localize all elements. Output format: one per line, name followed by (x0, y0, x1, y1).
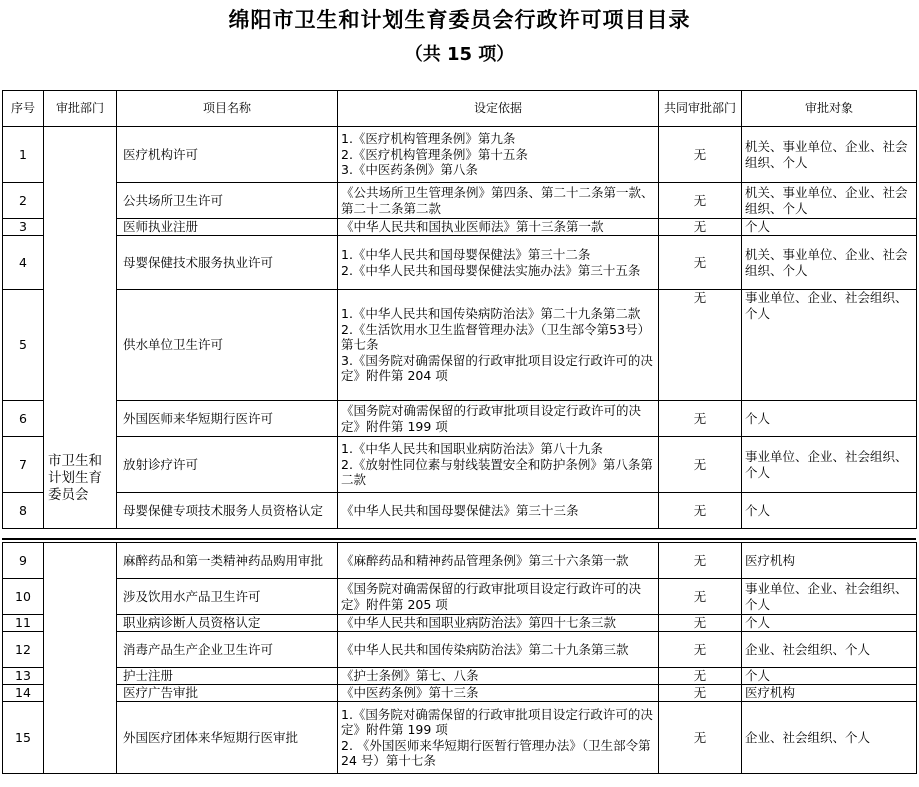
row-basis (338, 290, 659, 401)
basis-line: 3.《中医药条例》第八条 (341, 162, 478, 178)
table-row (3, 543, 917, 579)
row-target: 个人 (742, 401, 917, 437)
row-target: 个人 (742, 493, 917, 529)
row-joint: 无 (659, 668, 742, 685)
row-joint: 无 (659, 615, 742, 632)
row-no: 13 (3, 668, 44, 685)
header-seq: 序号 (3, 91, 44, 127)
page-title: 绵阳市卫生和计划生育委员会行政许可项目目录 (228, 8, 691, 32)
permit-table-part1 (2, 90, 917, 529)
table-row (3, 632, 917, 668)
section-divider (2, 538, 916, 540)
table-header-row (3, 91, 917, 127)
row-joint: 无 (659, 127, 742, 183)
row-joint: 无 (659, 290, 742, 401)
table-row (3, 290, 917, 401)
row-no: 12 (3, 632, 44, 668)
row-basis (338, 183, 659, 219)
row-no: 15 (3, 702, 44, 774)
row-target: 企业、社会组织、个人 (742, 702, 917, 774)
row-basis (338, 219, 659, 236)
row-name: 医师执业注册 (117, 219, 338, 236)
row-basis (338, 236, 659, 290)
row-joint: 无 (659, 543, 742, 579)
table-row (3, 183, 917, 219)
basis-line: 《护士条例》第七、八条 (341, 668, 479, 684)
table-row (3, 219, 917, 236)
row-target: 机关、事业单位、企业、社会组织、个人 (742, 183, 917, 219)
basis-line: 《中华人民共和国职业病防治法》第四十七条三款 (341, 615, 617, 631)
row-name: 母婴保健专项技术服务人员资格认定 (117, 493, 338, 529)
row-no: 8 (3, 493, 44, 529)
row-target: 个人 (742, 615, 917, 632)
row-target: 医疗机构 (742, 543, 917, 579)
row-basis (338, 127, 659, 183)
row-no: 7 (3, 437, 44, 493)
basis-line: 2.《放射性同位素与射线装置安全和防护条例》第八条第二款 (341, 456, 653, 488)
row-basis (338, 632, 659, 668)
row-basis (338, 401, 659, 437)
row-target: 事业单位、企业、社会组织、个人 (742, 579, 917, 615)
row-joint: 无 (659, 219, 742, 236)
row-basis (338, 437, 659, 493)
row-joint: 无 (659, 632, 742, 668)
row-no: 4 (3, 236, 44, 290)
row-joint: 无 (659, 493, 742, 529)
row-basis (338, 668, 659, 685)
basis-line: 《国务院对确需保留的行政审批项目设定行政许可的决定》附件第 199 项 (341, 403, 642, 434)
row-no: 11 (3, 615, 44, 632)
row-name: 护士注册 (117, 668, 338, 685)
row-no: 6 (3, 401, 44, 437)
department-cell-continued (44, 543, 117, 774)
basis-line: 《中华人民共和国执业医师法》第十三条第一款 (341, 219, 604, 235)
row-target: 个人 (742, 668, 917, 685)
basis-line: 《公共场所卫生管理条例》第四条、第二十二条第一款、第二十二条第二款 (341, 185, 654, 216)
row-joint: 无 (659, 702, 742, 774)
row-name: 外国医师来华短期行医许可 (117, 401, 338, 437)
basis-line: 1.《医疗机构管理条例》第九条 (341, 131, 516, 147)
row-name: 外国医疗团体来华短期行医审批 (117, 702, 338, 774)
basis-line: 2.《中华人民共和国母婴保健法实施办法》第三十五条 (341, 262, 641, 278)
header-name: 项目名称 (117, 91, 338, 127)
row-basis (338, 493, 659, 529)
basis-line: 《国务院对确需保留的行政审批项目设定行政许可的决定》附件第 205 项 (341, 581, 642, 612)
header-basis: 设定依据 (338, 91, 659, 127)
row-target: 个人 (742, 219, 917, 236)
table-row (3, 493, 917, 529)
table-row (3, 127, 917, 183)
row-joint: 无 (659, 236, 742, 290)
row-no: 5 (3, 290, 44, 401)
basis-line: 1.《中华人民共和国传染病防治法》第二十九条第二款 (341, 306, 641, 322)
basis-line: 《麻醉药品和精神药品管理条例》第三十六条第一款 (341, 552, 629, 568)
row-name: 公共场所卫生许可 (117, 183, 338, 219)
row-target: 机关、事业单位、企业、社会组织、个人 (742, 127, 917, 183)
row-no: 2 (3, 183, 44, 219)
row-target: 机关、事业单位、企业、社会组织、个人 (742, 236, 917, 290)
row-joint: 无 (659, 437, 742, 493)
table-row (3, 702, 917, 774)
header-target: 审批对象 (742, 91, 917, 127)
basis-line: 3.《国务院对确需保留的行政审批项目设定行政许可的决定》附件第 204 项 (341, 352, 653, 384)
row-name: 涉及饮用水产品卫生许可 (117, 579, 338, 615)
department-cell: 市卫生和计划生育委员会 (44, 127, 117, 529)
table-row (3, 236, 917, 290)
row-basis (338, 615, 659, 632)
header-joint: 共同审批部门 (659, 91, 742, 127)
row-name: 医疗广告审批 (117, 685, 338, 702)
header-dept: 审批部门 (44, 91, 117, 127)
row-no: 9 (3, 543, 44, 579)
row-name: 放射诊疗许可 (117, 437, 338, 493)
basis-line: 1.《中华人民共和国职业病防治法》第八十九条 (341, 441, 603, 457)
row-name: 消毒产品生产企业卫生许可 (117, 632, 338, 668)
table-row (3, 615, 917, 632)
row-no: 1 (3, 127, 44, 183)
basis-line: 2. 《外国医师来华短期行医暂行管理办法》（卫生部令第 24 号）第十七条 (341, 737, 651, 768)
basis-line: 1.《中华人民共和国母婴保健法》第三十二条 (341, 247, 591, 262)
basis-line: 《中医药条例》第十三条 (341, 685, 479, 701)
table-row (3, 401, 917, 437)
row-target: 事业单位、企业、社会组织、个人 (742, 437, 917, 493)
basis-line: 2.《生活饮用水卫生监督管理办法》（卫生部令第53号）第七条 (341, 321, 651, 353)
table-row (3, 668, 917, 685)
row-basis (338, 543, 659, 579)
row-joint: 无 (659, 183, 742, 219)
basis-line: 《中华人民共和国传染病防治法》第二十九条第三款 (341, 641, 629, 657)
basis-line: 2.《医疗机构管理条例》第十五条 (341, 146, 528, 162)
row-name: 供水单位卫生许可 (117, 290, 338, 401)
row-joint: 无 (659, 401, 742, 437)
row-name: 职业病诊断人员资格认定 (117, 615, 338, 632)
row-name: 麻醉药品和第一类精神药品购用审批 (117, 543, 338, 579)
row-joint: 无 (659, 685, 742, 702)
row-name: 医疗机构许可 (117, 127, 338, 183)
basis-line: 1.《国务院对确需保留的行政审批项目设定行政许可的决定》附件第 199 项 (341, 706, 653, 737)
row-no: 14 (3, 685, 44, 702)
row-name: 母婴保健技术服务执业许可 (117, 236, 338, 290)
row-basis (338, 579, 659, 615)
row-target: 医疗机构 (742, 685, 917, 702)
permit-table-part2 (2, 542, 917, 774)
row-target: 事业单位、企业、社会组织、个人 (742, 290, 917, 401)
table-row (3, 579, 917, 615)
row-no: 10 (3, 579, 44, 615)
row-joint: 无 (659, 579, 742, 615)
row-no: 3 (3, 219, 44, 236)
table-row (3, 685, 917, 702)
basis-line: 《中华人民共和国母婴保健法》第三十三条 (341, 502, 579, 518)
table-row (3, 437, 917, 493)
row-target: 企业、社会组织、个人 (742, 632, 917, 668)
row-basis (338, 702, 659, 774)
page-subtitle: （共 15 项） (404, 44, 515, 65)
row-basis (338, 685, 659, 702)
